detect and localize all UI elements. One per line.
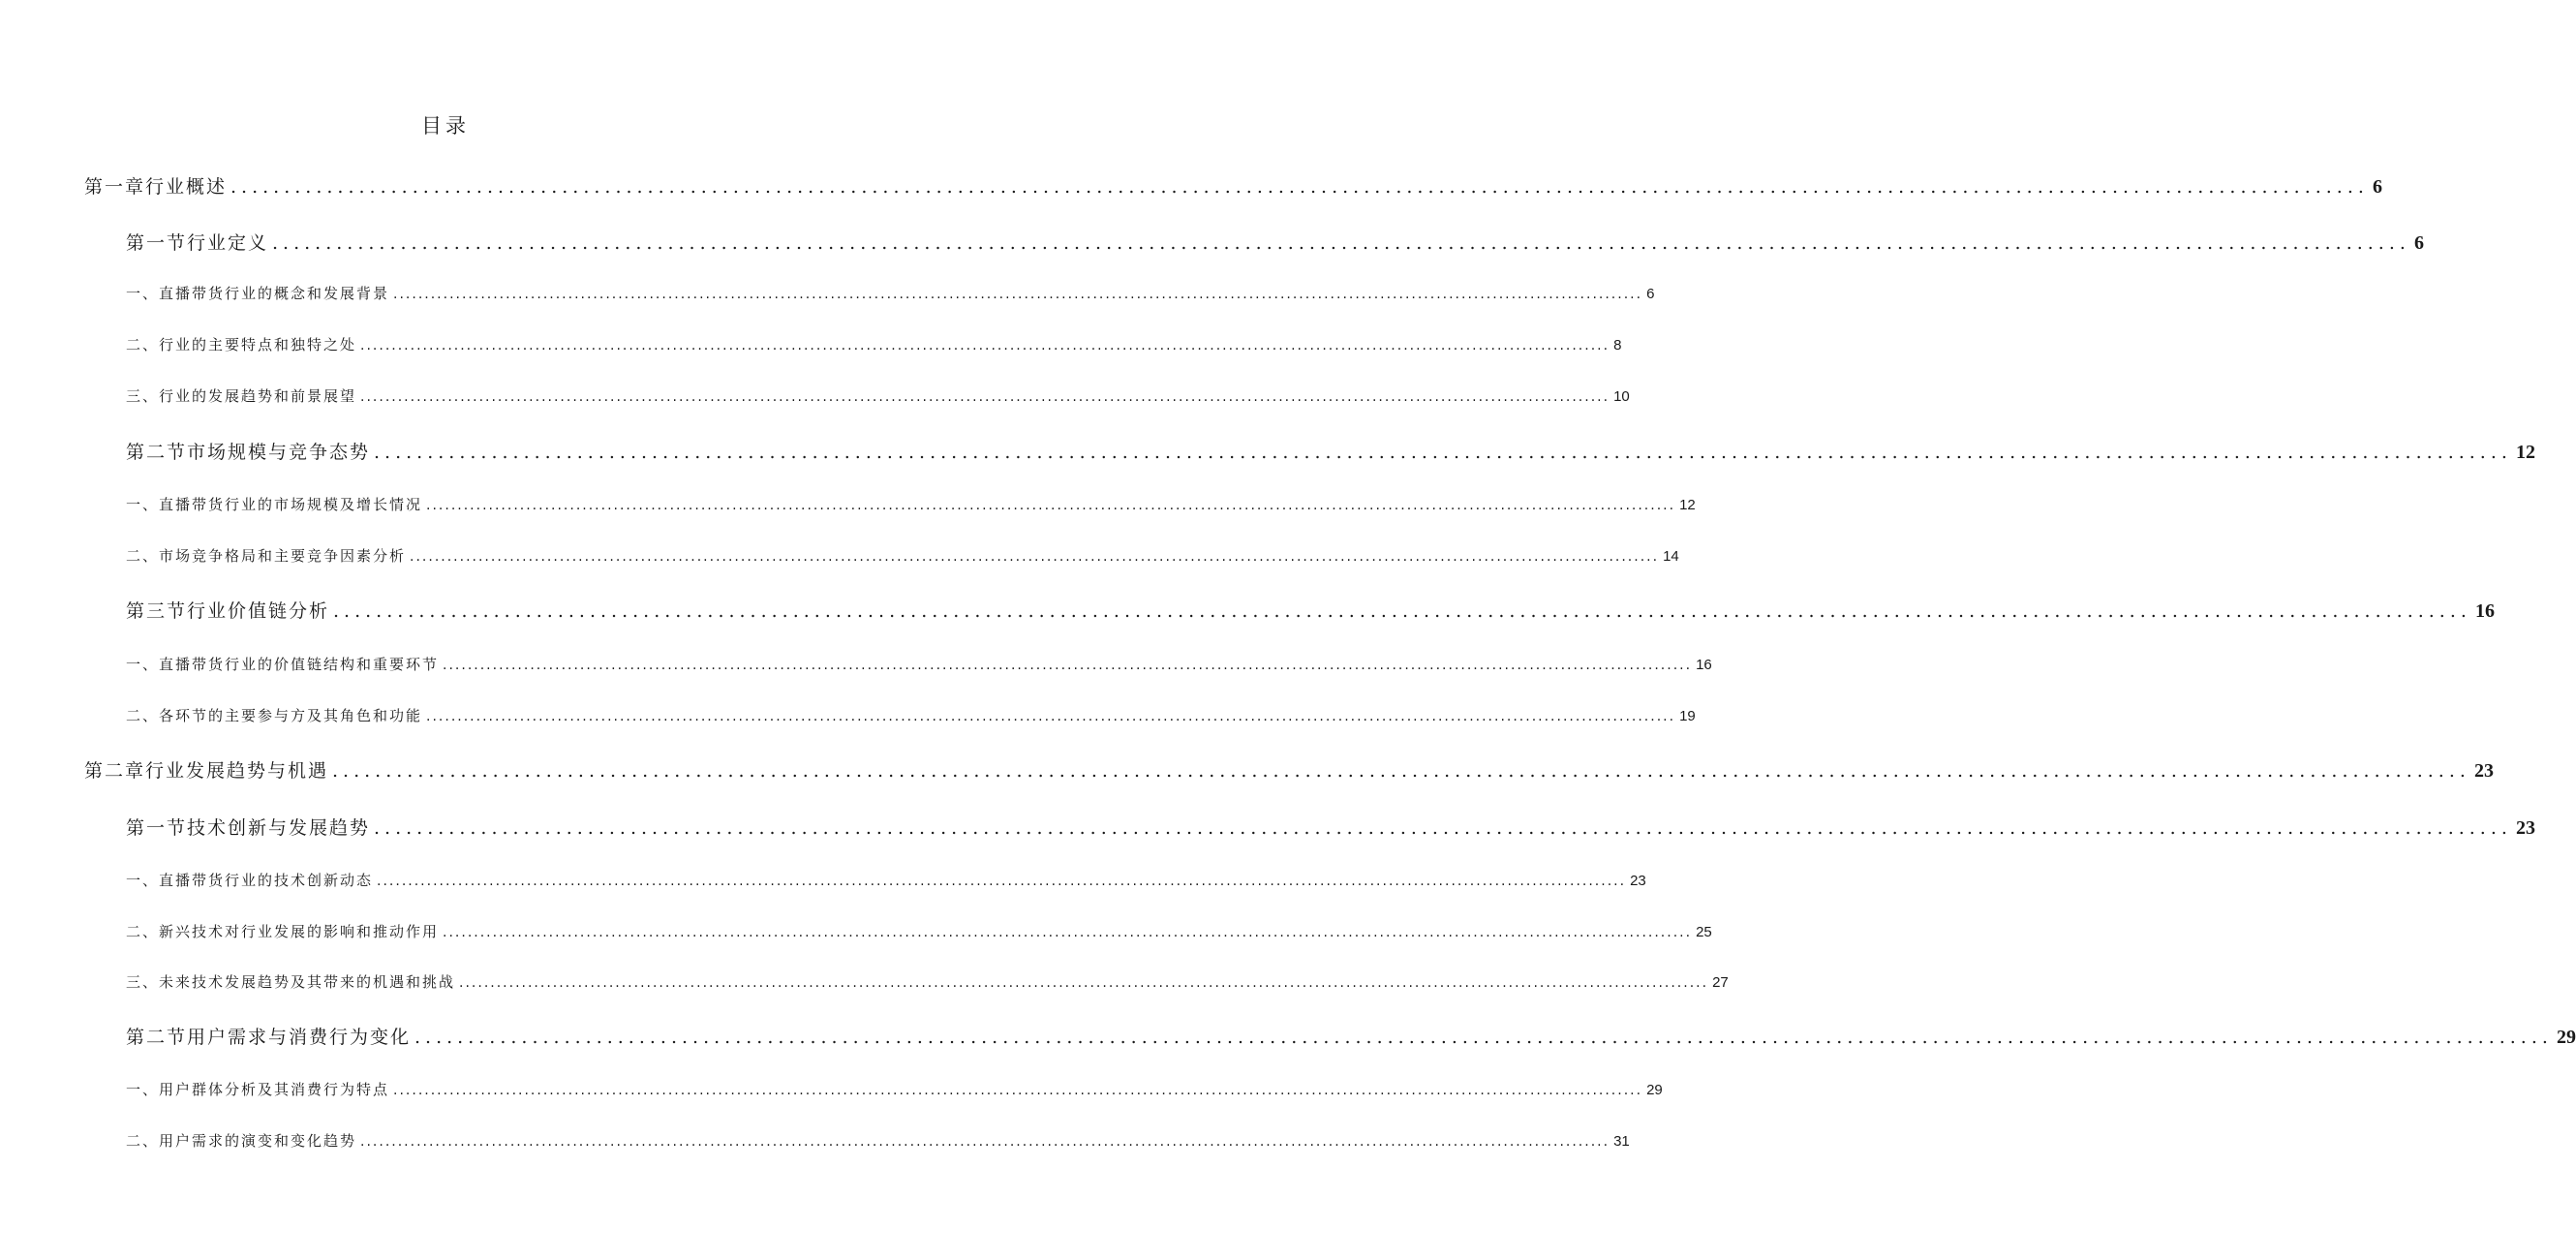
toc-entry-subsection[interactable] — [126, 971, 1729, 992]
toc-entry-subsection[interactable] — [126, 545, 1679, 566]
dot-leader: ........................................................................................................................................................................................................ — [393, 287, 1643, 302]
dot-leader: ........................................................................................................................................................................................................ — [393, 1083, 1643, 1098]
toc-page-number: 6 — [2372, 176, 2382, 198]
toc-entry-label: 第二章行业发展趋势与机遇 — [84, 760, 329, 782]
toc-page-number: 16 — [1696, 657, 1712, 673]
toc-entry-section[interactable] — [126, 814, 2535, 840]
dot-leader: ........................................................................................................................................................................................................ — [374, 442, 2512, 463]
toc-entry-label: 三、未来技术发展趋势及其带来的机遇和挑战 — [126, 973, 456, 991]
toc-entry-section[interactable] — [126, 229, 2424, 255]
toc-page-number: 16 — [2474, 600, 2495, 622]
toc-entry-label: 第二节用户需求与消费行为变化 — [126, 1027, 412, 1048]
dot-leader: ........................................................................................................................................................................................................ — [374, 817, 2512, 839]
dot-leader: ........................................................................................................................................................................................................ — [377, 874, 1627, 889]
dot-leader: ........................................................................................................................................................................................................ — [333, 600, 2471, 622]
toc-page-number: 12 — [2515, 442, 2535, 463]
page-title: 目录 — [421, 114, 470, 138]
dot-leader: ........................................................................................................................................................................................................ — [443, 658, 1693, 673]
toc-entry-label: 二、用户需求的演变和变化趋势 — [126, 1132, 357, 1150]
toc-page-number: 23 — [2515, 817, 2535, 839]
toc-entry-label: 一、直播带货行业的技术创新动态 — [126, 872, 374, 889]
toc-page-number: 10 — [1613, 388, 1630, 405]
dot-leader: ........................................................................................................................................................................................................ — [360, 1134, 1610, 1150]
toc-page-number: 25 — [1696, 924, 1712, 940]
toc-entry-chapter[interactable] — [84, 172, 2382, 199]
dot-leader: ........................................................................................................................................................................................................ — [410, 549, 1660, 565]
toc-entry-label: 三、行业的发展趋势和前景展望 — [126, 387, 357, 405]
toc-entry-label: 第二节市场规模与竞争态势 — [126, 442, 371, 463]
toc-entry-label: 二、市场竞争格局和主要竞争因素分析 — [126, 547, 407, 565]
toc-entry-subsection[interactable] — [126, 385, 1630, 406]
toc-page-number: 19 — [1679, 708, 1696, 724]
toc-entry-subsection[interactable] — [126, 1079, 1663, 1099]
toc-entry-label: 一、用户群体分析及其消费行为特点 — [126, 1081, 390, 1098]
toc-entry-label: 第一章行业概述 — [84, 176, 228, 198]
toc-entry-label: 第一节技术创新与发展趋势 — [126, 817, 371, 839]
toc-page-number: 8 — [1613, 337, 1622, 353]
toc-page-number: 29 — [1646, 1082, 1663, 1098]
toc-entry-label: 二、新兴技术对行业发展的影响和推动作用 — [126, 923, 440, 940]
toc-entry-subsection[interactable] — [126, 334, 1622, 354]
toc-entry-label: 二、行业的主要特点和独特之处 — [126, 336, 357, 353]
dot-leader: ........................................................................................................................................................................................................ — [360, 338, 1610, 353]
toc-entry-chapter[interactable] — [84, 756, 2494, 783]
toc-entry-subsection[interactable] — [126, 870, 1646, 890]
toc-entry-subsection[interactable] — [126, 654, 1712, 674]
dot-leader: ........................................................................................................................................................................................................ — [332, 760, 2470, 782]
dot-leader: ........................................................................................................................................................................................................ — [459, 975, 1709, 991]
toc-page-number: 29 — [2556, 1027, 2576, 1048]
toc-entry-label: 一、直播带货行业的价值链结构和重要环节 — [126, 656, 440, 673]
toc-page-number: 27 — [1712, 974, 1729, 991]
dot-leader: ........................................................................................................................................................................................................ — [443, 925, 1693, 940]
dot-leader: ........................................................................................................................................................................................................ — [230, 176, 2369, 198]
dot-leader: ........................................................................................................................................................................................................ — [360, 389, 1610, 405]
dot-leader: ........................................................................................................................................................................................................ — [426, 498, 1676, 513]
toc-page-number: 31 — [1613, 1133, 1630, 1150]
toc-page-number: 6 — [1646, 286, 1655, 302]
toc-entry-subsection[interactable] — [126, 921, 1712, 941]
toc-entry-subsection[interactable] — [126, 1130, 1630, 1151]
toc-entry-label: 一、直播带货行业的概念和发展背景 — [126, 285, 390, 302]
toc-page-number: 12 — [1679, 497, 1696, 513]
toc-page-number: 23 — [2473, 760, 2494, 782]
toc-page-number: 23 — [1630, 873, 1646, 889]
toc-entry-section[interactable] — [126, 438, 2535, 464]
toc-entry-subsection[interactable] — [126, 494, 1696, 514]
toc-page-number: 6 — [2413, 232, 2424, 254]
toc-entry-section[interactable] — [126, 597, 2495, 623]
dot-leader: ........................................................................................................................................................................................................ — [272, 232, 2410, 254]
toc-entry-label: 第一节行业定义 — [126, 232, 269, 254]
toc-entry-subsection[interactable] — [126, 705, 1696, 725]
toc-entry-section[interactable] — [126, 1023, 2576, 1049]
toc-entry-label: 一、直播带货行业的市场规模及增长情况 — [126, 496, 423, 513]
dot-leader: ........................................................................................................................................................................................................ — [426, 709, 1676, 724]
toc-entry-subsection[interactable] — [126, 283, 1655, 303]
toc-entry-label: 第三节行业价值链分析 — [126, 600, 330, 622]
toc-entry-label: 二、各环节的主要参与方及其角色和功能 — [126, 707, 423, 724]
dot-leader: ........................................................................................................................................................................................................ — [414, 1027, 2553, 1048]
toc-page-number: 14 — [1663, 548, 1679, 565]
